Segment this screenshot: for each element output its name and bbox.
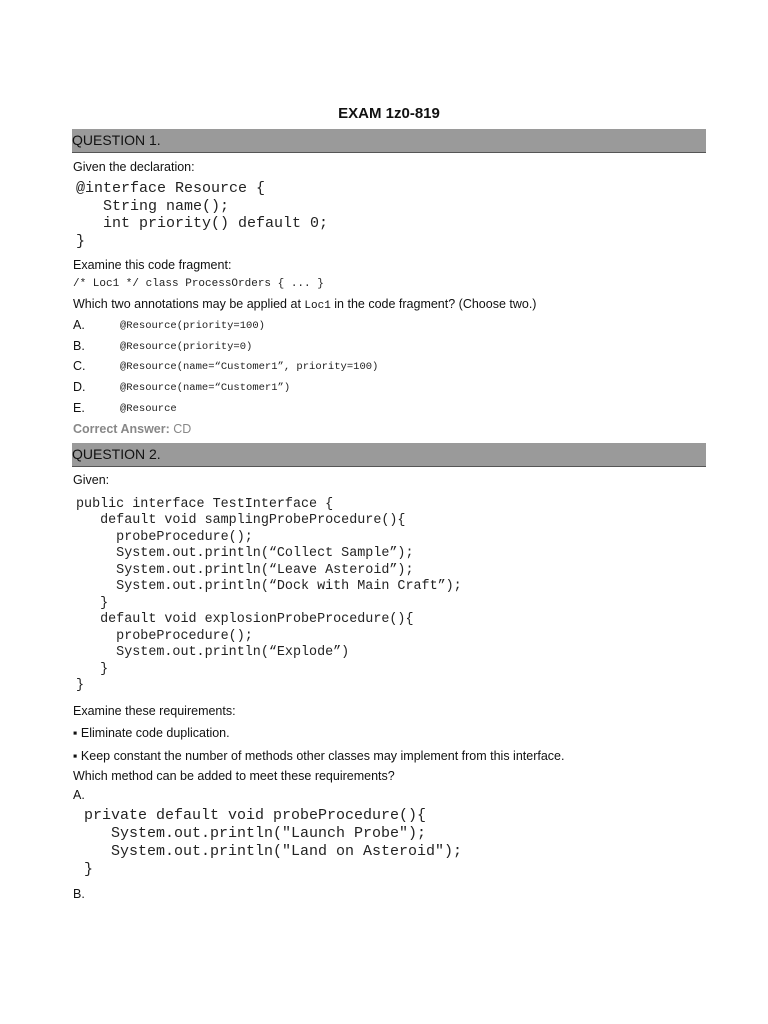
question-2-header: QUESTION 2. <box>72 446 161 462</box>
q1-question-text <box>73 297 536 312</box>
code-line: int priority() default 0; <box>76 215 329 232</box>
option-code: @Resource(priority=100) <box>120 320 265 332</box>
code-line: } <box>76 662 109 677</box>
option-letter: B. <box>73 339 85 353</box>
question-1-header-bar <box>72 129 706 153</box>
q2-option-b-letter: B. <box>73 887 85 901</box>
option-letter: C. <box>73 359 86 373</box>
option-code: @Resource(name=“Customer1”) <box>120 382 291 394</box>
code-line: @interface Resource { <box>76 180 266 197</box>
code-line: } <box>76 596 109 611</box>
code-line: default void samplingProbeProcedure(){ <box>76 513 406 528</box>
code-line: System.out.println("Land on Asteroid"); <box>84 843 463 860</box>
code-line: } <box>76 678 85 693</box>
option-code: @Resource(name=“Customer1”, priority=100) <box>120 361 379 373</box>
q1-code-fragment: /* Loc1 */ class ProcessOrders { ... } <box>73 278 324 290</box>
q1-given-text: Given the declaration: <box>73 160 195 174</box>
requirement-bullet: ▪ Eliminate code duplication. <box>73 726 230 740</box>
q2-option-a-letter: A. <box>73 788 85 802</box>
question-1-header: QUESTION 1. <box>72 132 161 148</box>
correct-answer-label: Correct Answer: <box>73 422 170 436</box>
question-text-start: Which two annotations may be applied at <box>73 297 305 311</box>
requirement-bullet: ▪ Keep constant the number of methods other classes may implement from this interface. <box>73 749 565 763</box>
code-line: private default void probeProcedure(){ <box>84 807 427 824</box>
option-letter: E. <box>73 401 85 415</box>
code-line: System.out.println(“Explode”) <box>76 645 350 660</box>
option-code: @Resource <box>120 403 177 415</box>
code-line: } <box>84 861 94 878</box>
code-line: } <box>76 233 86 250</box>
code-line: public interface TestInterface { <box>76 497 334 512</box>
code-line: probeProcedure(); <box>76 629 253 644</box>
question-text-end: in the code fragment? (Choose two.) <box>330 297 537 311</box>
code-line: System.out.println(“Leave Asteroid”); <box>76 563 414 578</box>
code-line: System.out.println(“Collect Sample”); <box>76 546 414 561</box>
question-2-header-bar <box>72 443 706 467</box>
question-inline-code: Loc1 <box>304 300 331 312</box>
q2-given-text: Given: <box>73 473 110 487</box>
code-line: default void explosionProbeProcedure(){ <box>76 612 414 627</box>
code-line: System.out.println("Launch Probe"); <box>84 825 427 842</box>
exam-title: EXAM 1z0-819 <box>338 105 440 122</box>
q2-examine-text: Examine these requirements: <box>73 704 236 718</box>
option-code: @Resource(priority=0) <box>120 341 253 353</box>
q1-examine-text: Examine this code fragment: <box>73 258 232 272</box>
option-letter: D. <box>73 380 86 394</box>
q1-correct-answer <box>73 422 191 436</box>
option-letter: A. <box>73 318 85 332</box>
code-line: String name(); <box>76 198 230 215</box>
code-line: probeProcedure(); <box>76 530 253 545</box>
correct-answer-value: CD <box>169 422 192 436</box>
code-line: System.out.println(“Dock with Main Craft”); <box>76 579 462 594</box>
q2-question-text: Which method can be added to meet these requirements? <box>73 769 395 783</box>
